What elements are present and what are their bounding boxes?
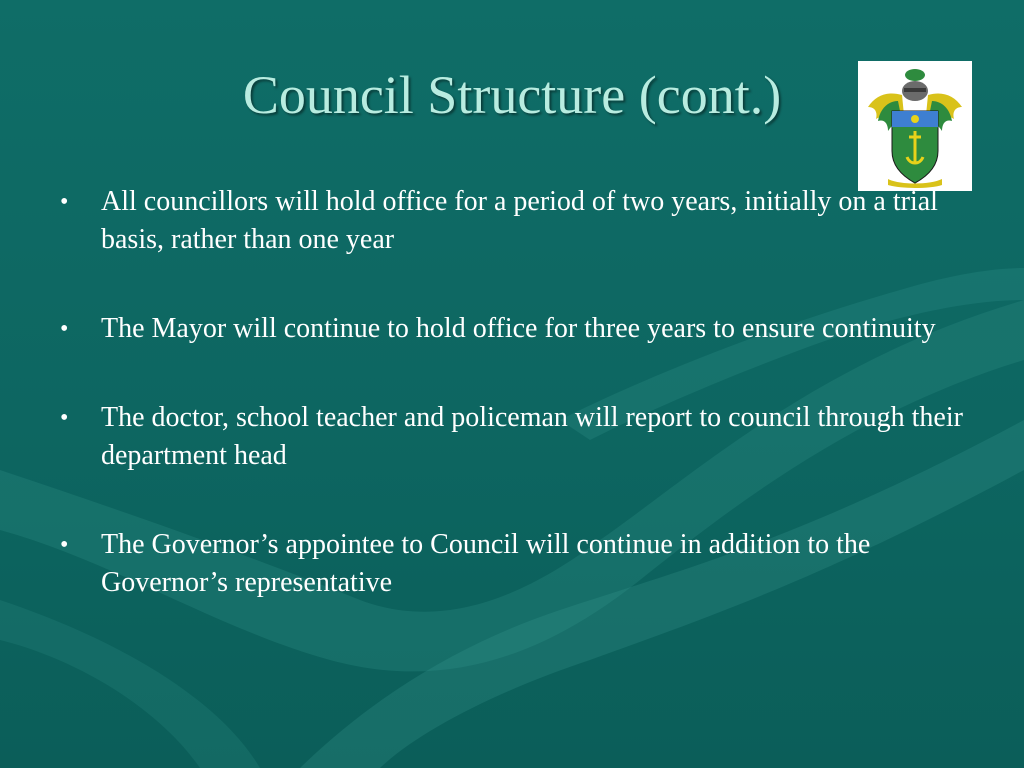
bullet-item	[60, 183, 980, 259]
bullet-list	[60, 183, 980, 653]
bullet-marker: •	[60, 405, 69, 431]
bullet-text: The Governor’s appointee to Council will continue in addition to the Governor’s representative	[101, 529, 871, 598]
bullet-text: All councillors will hold office for a period of two years, initially on a trial basis, rather than one year	[101, 186, 938, 255]
bullet-item	[60, 310, 980, 348]
bullet-marker: •	[60, 532, 69, 558]
bullet-item	[60, 399, 980, 475]
bullet-item	[60, 526, 980, 602]
bullet-marker: •	[60, 189, 69, 215]
bullet-text: The doctor, school teacher and policeman will report to council through their department head	[101, 402, 963, 471]
bullet-marker: •	[60, 316, 69, 342]
coat-of-arms-icon	[858, 61, 972, 191]
slide-title: Council Structure (cont.)	[242, 65, 782, 125]
bullet-text: The Mayor will continue to hold office for three years to ensure continuity	[101, 313, 936, 344]
